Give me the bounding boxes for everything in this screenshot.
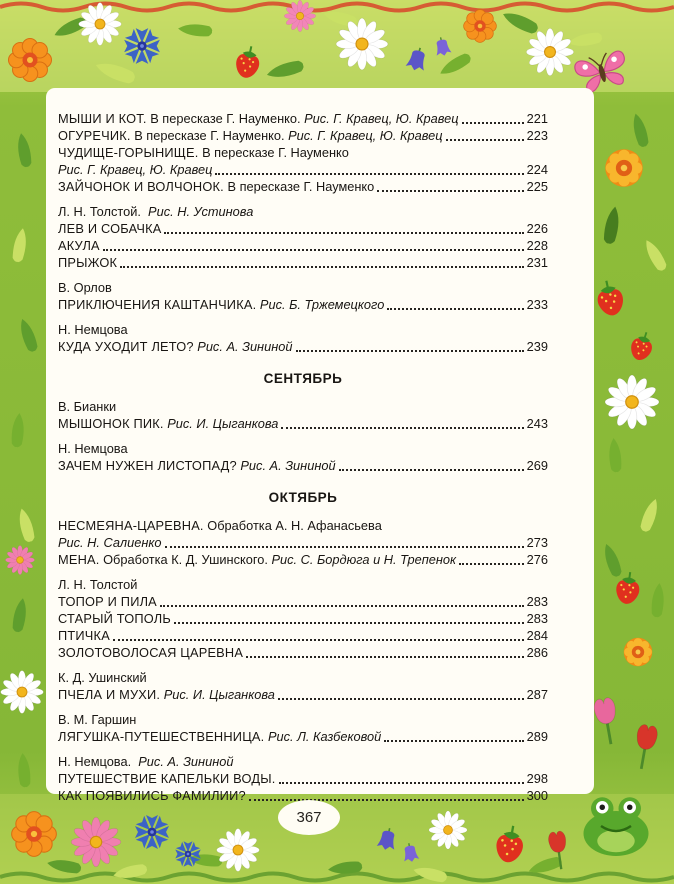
toc-title: ПРЫЖОК — [58, 255, 118, 270]
toc-entry — [58, 610, 548, 627]
dot-leader — [103, 249, 524, 251]
toc-page-number: 283 — [526, 611, 548, 626]
toc-illustrator: Рис. С. Бордюга и Н. Трепенок — [271, 552, 457, 567]
dot-leader — [113, 639, 524, 641]
toc-author — [58, 279, 548, 296]
dot-leader — [120, 266, 523, 268]
toc-title: ПТИЧКА — [58, 628, 110, 643]
toc-page-number: 226 — [526, 221, 548, 236]
toc-illustrator: Рис. А. Зининой — [197, 339, 293, 354]
author-name: В. М. Гаршин — [58, 712, 137, 727]
section-heading-label: СЕНТЯБРЬ — [263, 371, 343, 386]
toc-title: ЗОЛОТОВОЛОСАЯ ЦАРЕВНА — [58, 645, 244, 660]
dot-leader — [165, 546, 524, 548]
toc-author — [58, 440, 548, 457]
toc-title: СТАРЫЙ ТОПОЛЬ — [58, 611, 171, 626]
toc-entry — [58, 338, 548, 355]
toc-author — [58, 321, 548, 338]
dot-leader — [174, 622, 524, 624]
marigold-icon — [624, 638, 653, 667]
book-page — [46, 88, 594, 803]
toc-page-number: 300 — [526, 788, 548, 803]
dot-leader — [384, 740, 523, 742]
toc-entry — [58, 415, 548, 432]
dot-leader — [249, 799, 524, 801]
toc-entry — [58, 770, 548, 787]
toc-page-number: 298 — [526, 771, 548, 786]
toc-page-number: 228 — [526, 238, 548, 253]
toc-entry — [58, 728, 548, 745]
section-heading-label: ОКТЯБРЬ — [268, 490, 338, 505]
dot-leader — [215, 173, 523, 175]
toc-illustrator: Рис. Г. Кравец, Ю. Кравец — [288, 128, 443, 143]
author-name: Н. Немцова — [58, 441, 128, 456]
toc-author — [58, 203, 548, 220]
toc-page-number: 276 — [526, 552, 548, 567]
dot-leader — [246, 656, 524, 658]
toc-entry — [58, 296, 548, 313]
toc-title: НЕСМЕЯНА-ЦАРЕВНА. — [58, 518, 204, 533]
dot-leader — [279, 782, 524, 784]
toc-page-number: 243 — [526, 416, 548, 431]
toc-title: ПУТЕШЕСТВИЕ КАПЕЛЬКИ ВОДЫ. — [58, 771, 276, 786]
toc-page-number: 221 — [526, 111, 548, 126]
dot-leader — [160, 605, 524, 607]
author-name: Н. Немцова. — [58, 754, 135, 769]
toc-title: ОГУРЕЧИК. — [58, 128, 131, 143]
toc-entry — [58, 110, 548, 127]
toc-entry — [58, 593, 548, 610]
toc-author — [58, 711, 548, 728]
toc-entry — [58, 254, 548, 271]
dot-leader — [339, 469, 524, 471]
toc-title: ЛЯГУШКА-ПУТЕШЕСТВЕННИЦА. — [58, 729, 265, 744]
toc-subtitle: Обработка А. Н. Афанасьева — [203, 518, 382, 533]
dot-leader — [377, 190, 523, 192]
toc-page-number: 286 — [526, 645, 548, 660]
toc-subtitle: В пересказе Г. Науменко — [223, 179, 375, 194]
toc-entry — [58, 127, 548, 144]
toc-page-number: 273 — [526, 535, 548, 550]
toc-title: МЫШОНОК ПИК. — [58, 416, 164, 431]
toc-page-number: 283 — [526, 594, 548, 609]
toc-author — [58, 753, 548, 770]
toc-page-number: 231 — [526, 255, 548, 270]
toc-author — [58, 669, 548, 686]
toc-title: ПРИКЛЮЧЕНИЯ КАШТАНЧИКА. — [58, 297, 257, 312]
toc-entry — [58, 517, 548, 534]
toc-author — [58, 398, 548, 415]
toc-page-number: 284 — [526, 628, 548, 643]
orange-flower-icon — [12, 812, 57, 857]
toc-page-number: 289 — [526, 729, 548, 744]
dot-leader — [459, 563, 524, 565]
dot-leader — [462, 122, 524, 124]
toc-subtitle: В пересказе Г. Науменко. — [146, 111, 305, 126]
toc-entry — [58, 627, 548, 644]
author-illustrator: Рис. А. Зининой — [138, 754, 234, 769]
dot-leader — [387, 308, 523, 310]
toc-illustrator: Рис. Н. Салиенко — [58, 535, 162, 550]
section-heading — [58, 370, 548, 387]
author-name: Н. Немцова — [58, 322, 128, 337]
toc-title: ТОПОР И ПИЛА — [58, 594, 157, 609]
dot-leader — [278, 698, 524, 700]
toc-page-number: 224 — [526, 162, 548, 177]
toc-illustrator: Рис. И. Цыганкова — [167, 416, 279, 431]
toc-title: ЗАЧЕМ НУЖЕН ЛИСТОПАД? — [58, 458, 237, 473]
toc-title: МЕНА. — [58, 552, 100, 567]
toc-illustrator: Рис. Г. Кравец, Ю. Кравец — [58, 162, 213, 177]
toc-entry — [58, 686, 548, 703]
dot-leader — [446, 139, 524, 141]
author-name: В. Бианки — [58, 399, 117, 414]
toc-subtitle: Обработка К. Д. Ушинского. — [99, 552, 272, 567]
toc-entry — [58, 534, 548, 551]
toc-illustrator: Рис. Л. Казбековой — [267, 729, 382, 744]
toc-entry — [58, 144, 548, 161]
author-illustrator: Рис. Н. Устинова — [148, 204, 254, 219]
toc-entry — [58, 237, 548, 254]
toc-page-number: 287 — [526, 687, 548, 702]
table-of-contents — [58, 110, 548, 804]
toc-title: АКУЛА — [58, 238, 100, 253]
dot-leader — [281, 427, 523, 429]
toc-title: КАК ПОЯВИЛИСЬ ФАМИЛИИ? — [58, 788, 246, 803]
toc-entry — [58, 457, 548, 474]
toc-illustrator: Рис. Г. Кравец, Ю. Кравец — [304, 111, 459, 126]
toc-entry — [58, 644, 548, 661]
section-heading — [58, 489, 548, 506]
dot-leader — [164, 232, 523, 234]
toc-illustrator: Рис. И. Цыганкова — [163, 687, 275, 702]
toc-entry — [58, 178, 548, 195]
marigold-icon — [605, 149, 643, 187]
toc-page-number: 223 — [526, 128, 548, 143]
author-name: В. Орлов — [58, 280, 112, 295]
toc-entry — [58, 220, 548, 237]
toc-entry — [58, 161, 548, 178]
toc-page-number: 269 — [526, 458, 548, 473]
page-number-badge — [278, 800, 340, 835]
author-name: Л. Н. Толстой. — [58, 204, 145, 219]
toc-title: ЛЕВ И СОБАЧКА — [58, 221, 162, 236]
toc-subtitle: В пересказе Г. Науменко — [198, 145, 349, 160]
toc-author — [58, 576, 548, 593]
toc-subtitle: В пересказе Г. Науменко. — [130, 128, 289, 143]
toc-title: ЧУДИЩЕ-ГОРЫНИЩЕ. — [58, 145, 199, 160]
author-name: К. Д. Ушинский — [58, 670, 147, 685]
toc-title: ПЧЕЛА И МУХИ. — [58, 687, 161, 702]
toc-illustrator: Рис. А. Зининой — [240, 458, 336, 473]
orange-flower-icon — [464, 10, 497, 43]
toc-title: ЗАЙЧОНОК И ВОЛЧОНОК. — [58, 179, 224, 194]
toc-illustrator: Рис. Б. Тржемецкого — [259, 297, 385, 312]
dot-leader — [296, 350, 524, 352]
orange-flower-icon — [8, 39, 51, 82]
author-name: Л. Н. Толстой — [58, 577, 138, 592]
toc-title: МЫШИ И КОТ. — [58, 111, 147, 126]
toc-entry — [58, 551, 548, 568]
toc-title: КУДА УХОДИТ ЛЕТО? — [58, 339, 194, 354]
toc-page-number: 239 — [526, 339, 548, 354]
toc-page-number: 225 — [526, 179, 548, 194]
toc-page-number: 233 — [526, 297, 548, 312]
page-number: 367 — [296, 809, 322, 826]
